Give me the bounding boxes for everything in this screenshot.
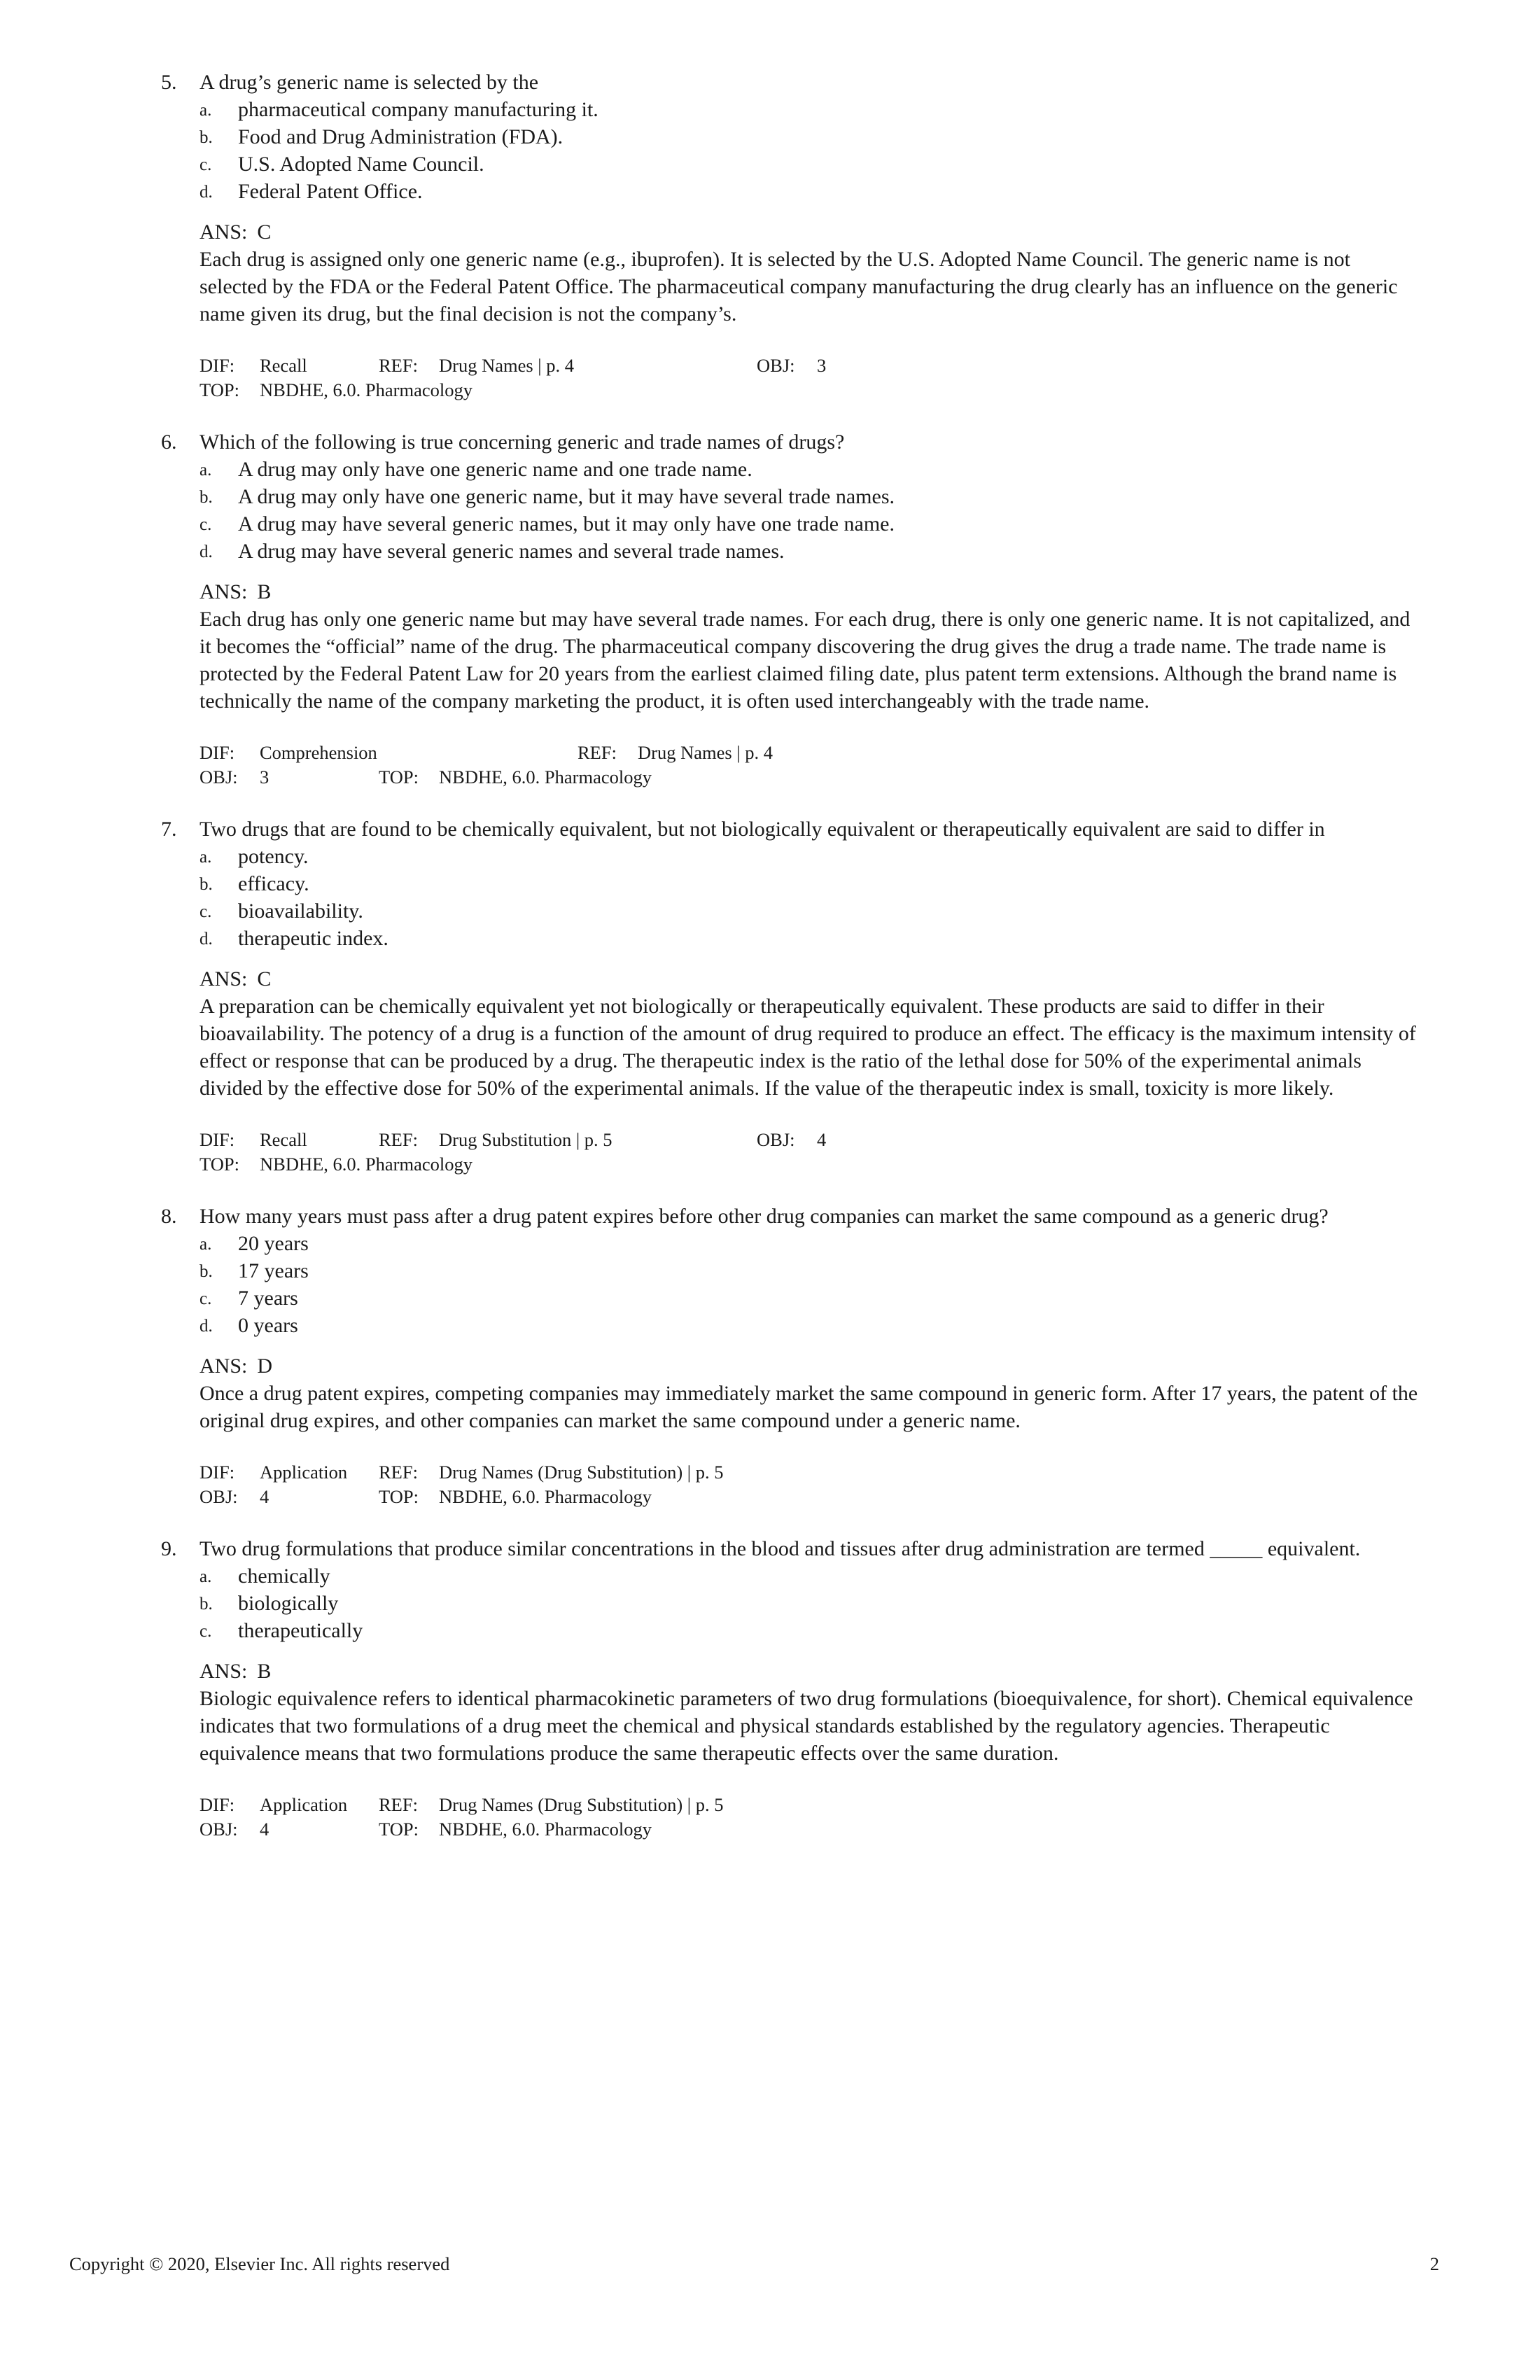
answer-key	[200, 218, 1421, 246]
metadata-row	[200, 1152, 1421, 1177]
answer-block	[200, 1352, 1421, 1434]
option-text: A drug may have several generic names, but it may only have one trade name.	[238, 512, 895, 536]
answer-label: ANS:	[200, 1354, 248, 1378]
answer-rationale: Each drug has only one generic name but may have several trade names. For each drug, there is only one generic name. It is not capitalized, and it becomes the “official” name of the drug. The pharmaceutical company discovering the drug gives the drug a trade name. The trade name is protected by the Federal Patent Law for 20 years from the earliest claimed filing date, plus patent term extensions. Although the brand name is technically the name of the company marketing the product, it is often used interchangeably with the trade name.	[200, 608, 1410, 713]
question-stem: How many years must pass after a drug patent expires before other drug companies can market the same compound as a generic drug?	[200, 1205, 1329, 1228]
answer-options	[200, 456, 1421, 565]
metadata-value: Application	[260, 1794, 348, 1815]
metadata-key: REF:	[379, 1794, 418, 1815]
answer-label: ANS:	[200, 580, 248, 603]
question-item	[161, 69, 1421, 402]
metadata-key: TOP:	[200, 1154, 239, 1175]
answer-option	[200, 483, 1421, 510]
answer-option	[200, 96, 1421, 123]
question-list	[161, 69, 1421, 1868]
answer-block	[200, 218, 1421, 328]
option-letter: d.	[200, 1317, 213, 1336]
answer-option	[200, 1590, 1421, 1617]
metadata-field	[379, 1460, 723, 1485]
metadata-value: NBDHE, 6.0. Pharmacology	[439, 766, 652, 788]
question-metadata	[200, 354, 1421, 402]
option-text: Federal Patent Office.	[238, 180, 423, 203]
answer-value: C	[257, 967, 272, 990]
option-text: efficacy.	[238, 872, 309, 895]
answer-option	[200, 897, 1421, 925]
option-letter: c.	[200, 515, 212, 534]
metadata-field	[200, 1128, 379, 1152]
metadata-value: Drug Names (Drug Substitution) | p. 5	[439, 1794, 724, 1815]
metadata-field	[200, 1485, 379, 1509]
answer-option	[200, 1284, 1421, 1312]
answer-option	[200, 1562, 1421, 1590]
metadata-row	[200, 765, 1421, 790]
option-letter: b.	[200, 875, 213, 894]
option-letter: a.	[200, 1235, 212, 1254]
option-letter: a.	[200, 461, 212, 479]
answer-options	[200, 843, 1421, 952]
answer-options	[200, 1230, 1421, 1339]
option-text: 17 years	[238, 1259, 309, 1282]
option-text: 20 years	[238, 1232, 309, 1255]
answer-option	[200, 843, 1421, 870]
answer-options	[200, 1562, 1421, 1644]
metadata-field	[200, 1793, 379, 1817]
answer-option	[200, 1257, 1421, 1284]
question-stem: Two drugs that are found to be chemically equivalent, but not biologically equivalent or therapeutically equivalent are said to differ in	[200, 818, 1325, 841]
answer-options	[200, 96, 1421, 205]
metadata-field	[200, 1152, 472, 1177]
metadata-row	[200, 354, 1421, 378]
answer-key	[200, 578, 1421, 606]
option-text: A drug may have several generic names and several trade names.	[238, 540, 785, 563]
metadata-value: 3	[260, 766, 270, 788]
option-text: A drug may only have one generic name and one trade name.	[238, 458, 752, 481]
question-metadata	[200, 1128, 1421, 1177]
option-text: U.S. Adopted Name Council.	[238, 153, 484, 176]
metadata-field	[578, 741, 773, 765]
metadata-row	[200, 1485, 1421, 1509]
option-text: 7 years	[238, 1287, 298, 1310]
option-letter: c.	[200, 1289, 212, 1308]
answer-option	[200, 510, 1421, 538]
metadata-value: Application	[260, 1462, 348, 1483]
metadata-key: DIF:	[200, 742, 235, 763]
metadata-field	[757, 1128, 826, 1152]
answer-option	[200, 538, 1421, 565]
question-number: 8.	[161, 1205, 177, 1228]
metadata-value: 4	[260, 1819, 270, 1840]
option-letter: d.	[200, 183, 213, 202]
metadata-key: OBJ:	[757, 355, 795, 376]
answer-rationale: Biologic equivalence refers to identical pharmacokinetic parameters of two drug formulations (bioequivalence, for short). Chemical equivalence indicates that two formulations of a drug meet the chemical and physical standards established by the regulatory agencies. Therapeutic equivalence means that two formulations produce the same therapeutic effects over the same duration.	[200, 1687, 1413, 1765]
answer-block	[200, 1658, 1421, 1767]
metadata-field	[379, 354, 757, 378]
question-item	[161, 1535, 1421, 1842]
answer-block	[200, 965, 1421, 1102]
metadata-key: REF:	[379, 355, 418, 376]
metadata-row	[200, 1793, 1421, 1817]
metadata-field	[757, 354, 826, 378]
answer-option	[200, 178, 1421, 205]
metadata-key: TOP:	[379, 766, 419, 788]
question-number: 6.	[161, 430, 177, 454]
metadata-row	[200, 1817, 1421, 1842]
option-text: 0 years	[238, 1314, 298, 1337]
metadata-value: NBDHE, 6.0. Pharmacology	[260, 1154, 472, 1175]
metadata-value: Recall	[260, 355, 307, 376]
metadata-value: Drug Names | p. 4	[439, 355, 574, 376]
answer-rationale: Once a drug patent expires, competing companies may immediately market the same compound in generic form. After 17 years, the patent of the original drug expires, and other companies can market the same compound under a generic name.	[200, 1382, 1418, 1432]
question-stem: A drug’s generic name is selected by the	[200, 71, 539, 94]
option-text: therapeutically	[238, 1619, 363, 1642]
metadata-field	[200, 1817, 379, 1842]
answer-option	[200, 925, 1421, 952]
answer-value: B	[257, 1660, 272, 1683]
question-metadata	[200, 1793, 1421, 1842]
metadata-value: 4	[817, 1129, 827, 1150]
metadata-value: 4	[260, 1486, 270, 1507]
answer-option	[200, 456, 1421, 483]
copyright-notice: Copyright © 2020, Elsevier Inc. All rights reserved	[69, 2253, 450, 2274]
question-stem: Two drug formulations that produce similar concentrations in the blood and tissues after drug administration are termed _____ equivalent.	[200, 1537, 1361, 1560]
answer-label: ANS:	[200, 220, 248, 244]
metadata-value: Drug Names | p. 4	[638, 742, 773, 763]
answer-option	[200, 1617, 1421, 1644]
metadata-value: 3	[817, 355, 827, 376]
metadata-key: OBJ:	[200, 1819, 238, 1840]
question-number: 9.	[161, 1537, 177, 1560]
metadata-field	[200, 1460, 379, 1485]
metadata-key: TOP:	[379, 1486, 419, 1507]
option-letter: a.	[200, 1567, 212, 1586]
answer-label: ANS:	[200, 1660, 248, 1683]
question-number: 5.	[161, 71, 177, 94]
metadata-key: REF:	[379, 1462, 418, 1483]
question-metadata	[200, 1460, 1421, 1509]
answer-key	[200, 1658, 1421, 1685]
metadata-field	[379, 1128, 757, 1152]
option-letter: a.	[200, 848, 212, 867]
metadata-key: REF:	[578, 742, 617, 763]
option-letter: b.	[200, 1595, 213, 1614]
option-text: chemically	[238, 1564, 330, 1588]
option-text: A drug may only have one generic name, but it may have several trade names.	[238, 485, 895, 508]
option-letter: c.	[200, 902, 212, 921]
metadata-field	[200, 378, 472, 402]
metadata-key: DIF:	[200, 1129, 235, 1150]
metadata-key: OBJ:	[200, 766, 238, 788]
answer-key	[200, 965, 1421, 993]
metadata-value: NBDHE, 6.0. Pharmacology	[260, 379, 472, 400]
option-letter: d.	[200, 930, 213, 948]
option-text: pharmaceutical company manufacturing it.	[238, 98, 598, 121]
metadata-key: DIF:	[200, 355, 235, 376]
answer-value: B	[257, 580, 272, 603]
answer-rationale: A preparation can be chemically equivalent yet not biologically or therapeutically equivalent. These products are said to differ in their bioavailability. The potency of a drug is a function of the amount of drug required to produce an effect. The efficacy is the maximum intensity of effect or response that can be produced by a drug. The therapeutic index is the ratio of the lethal dose for 50% of the experimental animals divided by the effective dose for 50% of the experimental animals. If the value of the therapeutic index is small, toxicity is more likely.	[200, 995, 1416, 1100]
metadata-key: TOP:	[379, 1819, 419, 1840]
metadata-field	[200, 354, 379, 378]
metadata-row	[200, 1460, 1421, 1485]
answer-option	[200, 150, 1421, 178]
question-stem: Which of the following is true concerning generic and trade names of drugs?	[200, 430, 845, 454]
metadata-value: NBDHE, 6.0. Pharmacology	[439, 1486, 652, 1507]
option-letter: c.	[200, 1622, 212, 1641]
answer-label: ANS:	[200, 967, 248, 990]
answer-value: C	[257, 220, 272, 244]
metadata-field	[379, 1793, 723, 1817]
metadata-value: Drug Substitution | p. 5	[439, 1129, 612, 1150]
option-text: Food and Drug Administration (FDA).	[238, 125, 564, 148]
option-letter: c.	[200, 155, 212, 174]
metadata-value: Drug Names (Drug Substitution) | p. 5	[439, 1462, 724, 1483]
metadata-key: TOP:	[200, 379, 239, 400]
metadata-field	[200, 765, 379, 790]
answer-rationale: Each drug is assigned only one generic name (e.g., ibuprofen). It is selected by the U.S. Adopted Name Council. The generic name is not selected by the FDA or the Federal Patent Office. The pharmaceutical company manufacturing the drug clearly has an influence on the generic name given its drug, but the final decision is not the company’s.	[200, 248, 1398, 326]
option-letter: d.	[200, 542, 213, 561]
metadata-key: REF:	[379, 1129, 418, 1150]
metadata-field	[379, 1817, 652, 1842]
question-metadata	[200, 741, 1421, 790]
metadata-field	[200, 741, 578, 765]
option-text: bioavailability.	[238, 899, 363, 923]
option-letter: a.	[200, 101, 212, 120]
option-letter: b.	[200, 488, 213, 507]
option-letter: b.	[200, 128, 213, 147]
answer-key	[200, 1352, 1421, 1380]
metadata-row	[200, 741, 1421, 765]
question-item	[161, 428, 1421, 790]
metadata-key: OBJ:	[200, 1486, 238, 1507]
question-item	[161, 816, 1421, 1177]
metadata-key: DIF:	[200, 1462, 235, 1483]
answer-option	[200, 870, 1421, 897]
question-number: 7.	[161, 818, 177, 841]
metadata-value: NBDHE, 6.0. Pharmacology	[439, 1819, 652, 1840]
option-text: biologically	[238, 1592, 339, 1615]
metadata-field	[379, 1485, 652, 1509]
option-letter: b.	[200, 1262, 213, 1281]
option-text: potency.	[238, 845, 309, 868]
metadata-field	[379, 765, 652, 790]
metadata-key: OBJ:	[757, 1129, 795, 1150]
answer-block	[200, 578, 1421, 715]
page-number: 2	[1429, 2253, 1439, 2274]
metadata-key: DIF:	[200, 1794, 235, 1815]
option-text: therapeutic index.	[238, 927, 388, 950]
answer-option	[200, 1230, 1421, 1257]
answer-option	[200, 1312, 1421, 1339]
answer-value: D	[257, 1354, 273, 1378]
metadata-value: Comprehension	[260, 742, 377, 763]
question-item	[161, 1203, 1421, 1509]
answer-option	[200, 123, 1421, 150]
metadata-row	[200, 1128, 1421, 1152]
metadata-row	[200, 378, 1421, 402]
metadata-value: Recall	[260, 1129, 307, 1150]
